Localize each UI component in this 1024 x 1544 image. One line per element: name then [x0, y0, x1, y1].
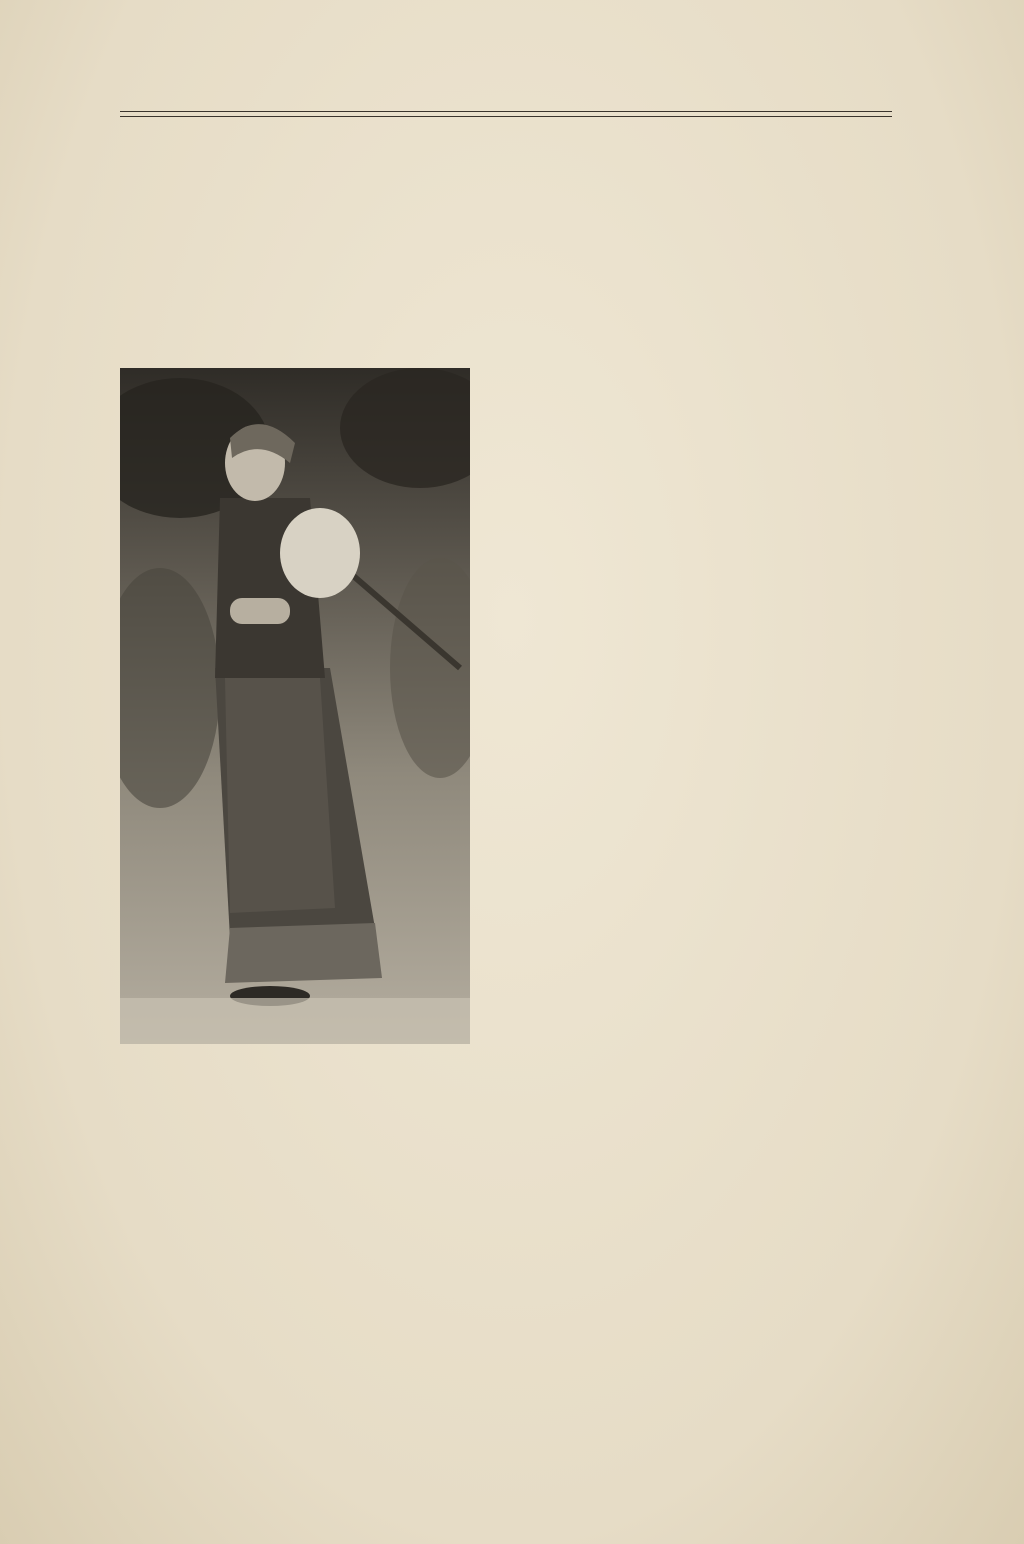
photograph	[120, 368, 470, 1044]
header-rule	[120, 111, 892, 112]
running-head	[120, 82, 892, 110]
header-rule-thin	[120, 116, 892, 117]
woman-in-folk-costume-photo	[120, 368, 470, 1044]
